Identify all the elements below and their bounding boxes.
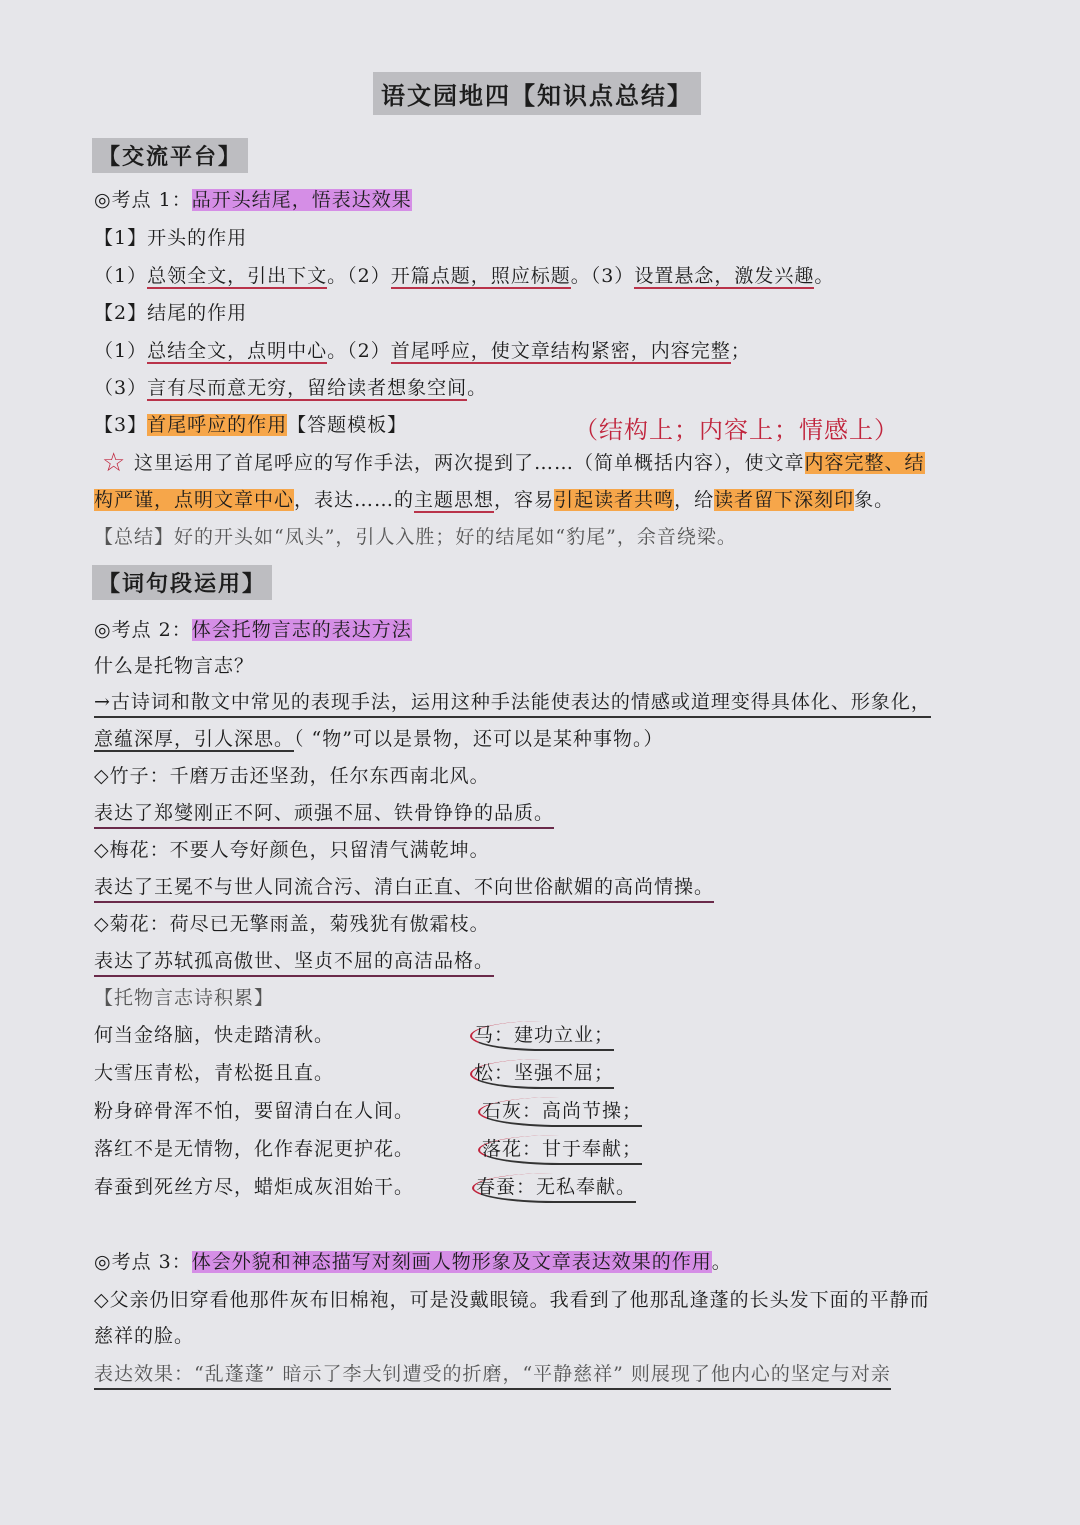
definition-underlined: 意蕴深厚，引人深思。 [94,728,295,750]
template-label: 【答题模板】 [287,414,408,436]
underline: 主题思想 [414,489,495,511]
highlight: 读者留下深刻印 [714,489,855,511]
template-line-1 [134,449,925,477]
ending-effect-3: 言有尽而意无穷，留给读者想象空间 [147,377,468,399]
poem-line: 春蚕到死丝方尽，蜡炬成灰泪始干。 [94,1176,415,1198]
poem-note [478,1097,642,1127]
kp2-highlight: 体会托物言志的表达方法 [191,619,412,641]
poem-note-text: 春蚕：无私奉献。 [472,1173,636,1203]
chrysanthemum-explanation: 表达了苏轼孤高傲世、坚贞不屈的高洁品格。 [94,947,494,977]
ending-effects-2 [94,374,487,402]
poem-note-text: 石灰：高尚节操； [478,1097,642,1127]
punct: 。 [814,265,835,287]
section-heading-exchange: 【交流平台】 [92,138,248,173]
kp2-prefix: ◎考点 2： [94,619,192,641]
kp3-prefix: ◎考点 3： [94,1251,192,1273]
punct: 。 [711,1251,732,1273]
question-line: 什么是托物言志？ [94,655,255,677]
kp1-prefix: ◎考点 1： [94,189,192,211]
text: ，给 [674,489,715,511]
poem-note [472,1173,636,1203]
opening-effects [94,262,834,290]
ending-heading: 【2】结尾的作用 [94,302,248,324]
ending-effects-1 [94,337,751,365]
section-heading-usage: 【词句段运用】 [92,565,272,600]
num: （1） [94,265,148,287]
kp1-highlight: 品开头结尾，悟表达效果 [191,189,412,211]
opening-effect-3: 设置悬念，激发兴趣 [634,265,815,287]
poem-note [470,1059,614,1089]
collection-heading: 【托物言志诗积累】 [94,987,275,1009]
poem-note-text: 松：坚强不屈； [470,1059,614,1089]
bamboo-poem: ◇竹子：千磨万击还坚劲，任尔东西南北风。 [94,765,490,787]
kp1-line [94,186,412,214]
definition-note: （ “物”可以是景物，还可以是某种事物。） [294,728,664,750]
text: 这里运用了首尾呼应的写作手法，两次提到了……（简单概括内容），使文章 [134,452,805,474]
plum-poem: ◇梅花：不要人夸好颜色，只留清气满乾坤。 [94,839,490,861]
plum-explanation: 表达了王冕不与世人同流合污、清白正直、不向世俗献媚的高尚情操。 [94,873,714,903]
definition-line-1: →古诗词和散文中常见的表现手法，运用这种手法能使表达的情感或道理变得具体化、形象化， [94,688,931,718]
opening-effect-2: 开篇点题，照应标题 [390,265,571,287]
father-line-2: 慈祥的脸。 [94,1325,195,1347]
kp3-highlight: 体会外貌和神态描写对刻画人物形象及文章表达效果的作用 [191,1251,712,1273]
poem-note [470,1021,614,1051]
poem-line: 何当金络脑，快走踏清秋。 [94,1024,335,1046]
opening-effect-1: 总领全文，引出下文 [147,265,328,287]
kp3-line [94,1248,732,1276]
effect-line: 表达效果：“乱蓬蓬” 暗示了李大钊遭受的折磨，“平静慈祥” 则展现了他内心的坚定与对亲 [94,1360,891,1390]
num: 。（2） [327,265,391,287]
father-line-1: ◇父亲仍旧穿看他那件灰布旧棉袍，可是没戴眼镜。我看到了他那乱逢蓬的长头发下面的平静而 [94,1289,930,1311]
poem-line: 大雪压青松，青松挺且直。 [94,1062,335,1084]
summary-line: 【总结】好的开头如“凤头”，引人入胜；好的结尾如“豹尾”，余音绕梁。 [94,526,737,548]
handwritten-note: （结构上；内容上；情感上） [574,416,899,444]
definition-line-2 [94,725,663,753]
ending-effect-2: 首尾呼应，使文章结构紧密，内容完整 [390,340,731,362]
template-line-2 [94,486,894,514]
punct: ； [730,340,751,362]
text: ，容易 [494,489,555,511]
text: 象。 [854,489,895,511]
poem-note-text: 落花：甘于奉献； [478,1135,642,1165]
template-highlight: 首尾呼应的作用 [147,414,288,436]
num: 【3】 [94,414,148,436]
star-icon: ☆ [102,448,126,478]
poem-line: 粉身碎骨浑不怕，要留清白在人间。 [94,1100,415,1122]
highlight: 内容完整、结 [804,452,925,474]
text: ，表达……的 [294,489,415,511]
ending-effect-1: 总结全文，点明中心 [147,340,328,362]
poem-line: 落红不是无情物，化作春泥更护花。 [94,1138,415,1160]
highlight: 构严谨，点明文章中心 [94,489,295,511]
poem-note [478,1135,642,1165]
num: （1） [94,340,148,362]
bamboo-explanation: 表达了郑燮刚正不阿、顽强不屈、铁骨铮铮的品质。 [94,799,554,829]
num: 。（2） [327,340,391,362]
chrysanthemum-poem: ◇菊花：荷尽已无擎雨盖，菊残犹有傲霜枝。 [94,913,490,935]
page-title: 语文园地四【知识点总结】 [373,72,701,115]
opening-heading: 【1】开头的作用 [94,227,248,249]
punct: 。 [467,377,488,399]
template-heading [94,411,407,439]
kp2-line [94,616,412,644]
num: 。（3） [570,265,635,287]
num: （3） [94,377,148,399]
poem-note-text: 马：建功立业； [470,1021,614,1051]
highlight: 引起读者共鸣 [554,489,675,511]
